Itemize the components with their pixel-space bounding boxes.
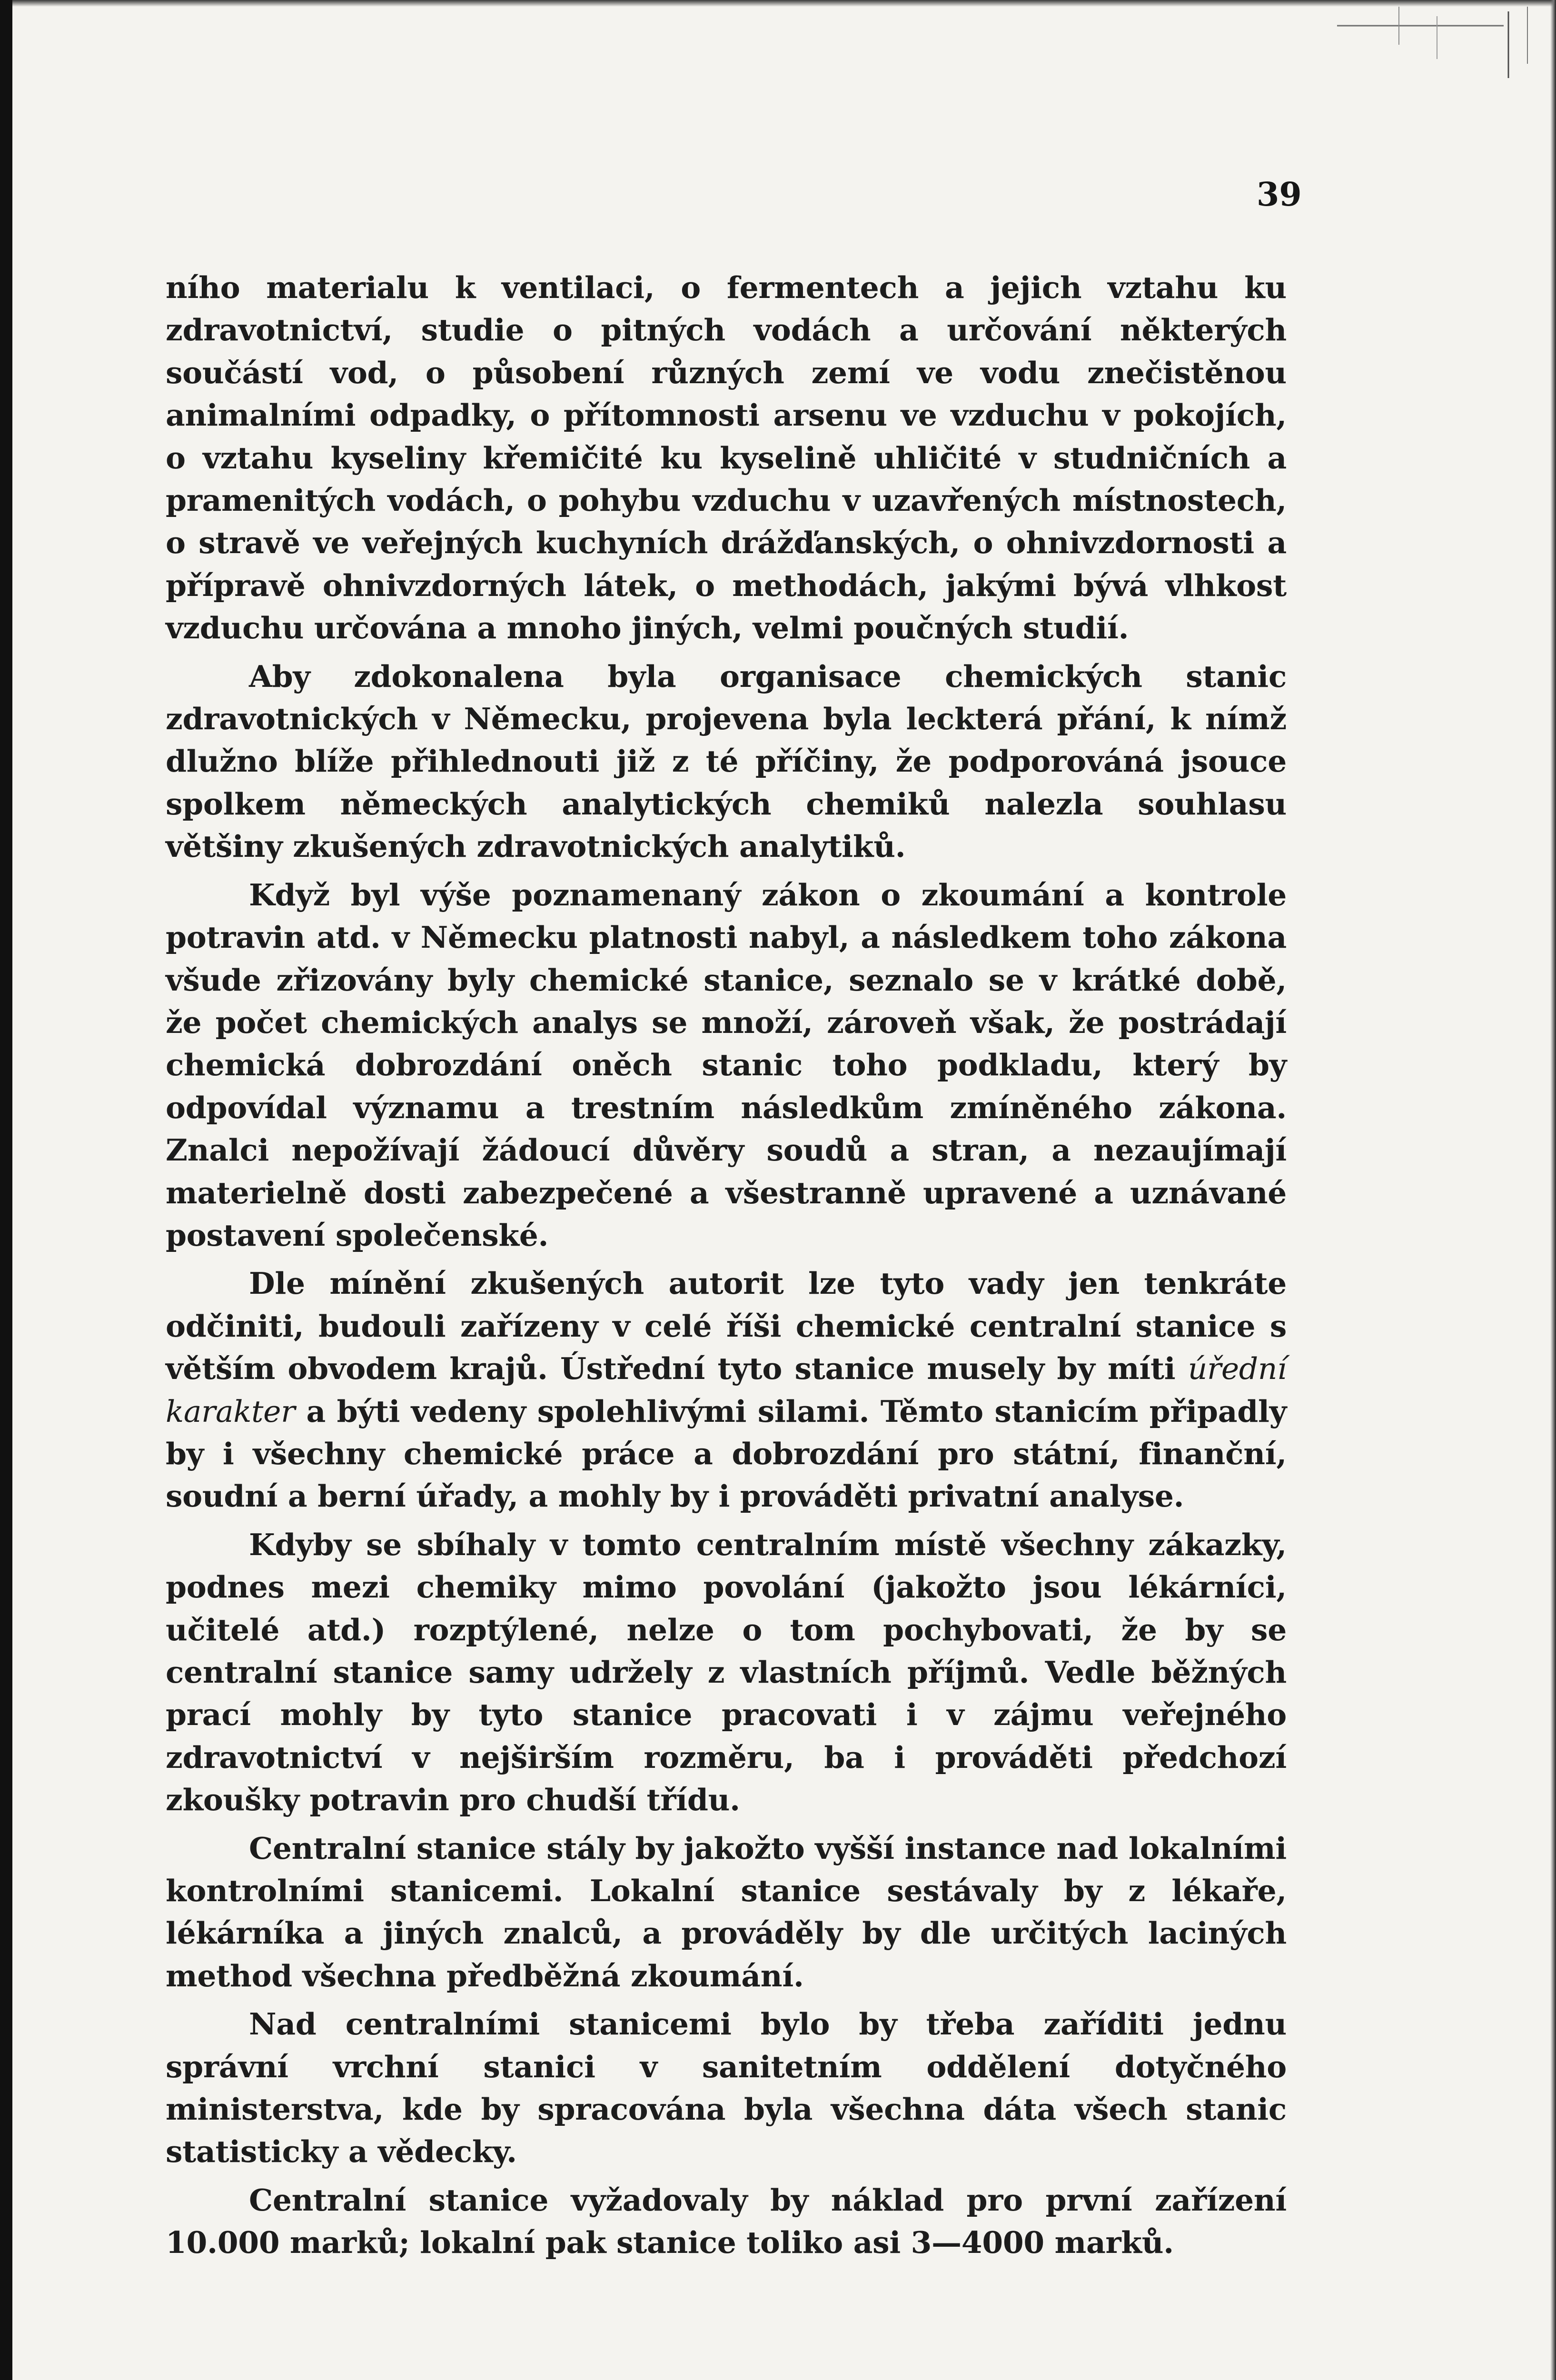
paragraph-organisation: Aby zdokonalena byla organisace chemických stanic zdravotnických v Německu, projevena byla leckterá přání, k nímž dlužno blíže přihlednouti již z té příčiny, že podporováná jsouce spolkem německých analytických chemiků nalezla souhlasu většiny zkušených zdravotnických analytiků. — [166, 658, 1287, 864]
page-number: 39 — [1257, 176, 1302, 214]
paragraph-central-stations — [166, 1262, 1287, 1517]
corner-registration-marks — [1280, 7, 1546, 78]
page-body — [166, 267, 1287, 2270]
paragraph-orders: Kdyby se sbíhaly v tomto centralním místě všechny zákazky, podnes mezi chemiky mimo povolání (jakožto jsou lékárníci, učitelé atd.) rozptýlené, nelze o tom pochybovati, že by se centralní stanice samy udržely z vlastních příjmů. Vedle běžných prací mohly by tyto stanice pracovati i v zájmu veřejného zdravotnictví v nejširším rozměru, ba i prováděti předchozí zkoušky potravin pro chudší třídu. — [166, 1527, 1287, 1818]
paragraph-central-stations-start: Dle mínění zkušených autorit lze tyto vady jen tenkráte odčiniti, budouli zařízeny v celé říši chemické centralní stanice s větším obvodem krajů. Ústřední tyto stanice musely by míti — [166, 1266, 1287, 1387]
paragraph-central-stations-end: a býti vedeny spolehlivými silami. Těmto stanicím připadly by i všechny chemické práce a dobrozdání pro státní, finanční, soudní a berní úřady, a mohly by i prováděti privatní analyse. — [166, 1393, 1287, 1514]
scan-left-edge — [0, 0, 12, 2380]
paragraph-costs: Centralní stanice vyžadovaly by náklad pro první zařízení 10.000 marků; lokalní pak stanice toliko asi 3—4000 marků. — [166, 2182, 1287, 2261]
emphasis-official-character: úřední karakter — [166, 1351, 1287, 1429]
paragraph-food-law: Když byl výše poznamenaný zákon o zkoumání a kontrole potravin atd. v Německu platnosti nabyl, a následkem toho zákona všude zřizovány byly chemické stanice, seznalo se v krátké době, že počet chemických analys se množí, zároveň však, že postrádají chemická dobrozdání oněch stanic toho podkladu, který by odpovídal významu a trestním následkům zmíněného zákona. Znalci nepožívají žádoucí důvěry soudů a stran, a nezaujímají materielně dosti zabezpečené a všestranně upravené a uznávané postavení společenské. — [166, 877, 1287, 1253]
scan-right-edge — [1550, 0, 1556, 2380]
paragraph-local-stations: Centralní stanice stály by jakožto vyšší instance nad lokalními kontrolními stanicemi. Lokalní stanice sestávaly by z lékaře, lékárníka a jiných znalců, a prováděly by dle určitých laciných method všechna předběžná zkoumání. — [166, 1830, 1287, 1993]
paragraph-continued: ního materialu k ventilaci, o fermentech a jejich vztahu ku zdravotnictví, studie o pitných vodách a určování některých součástí vod, o působení různých zemí ve vodu znečistěnou animalními odpadky, o přítomnosti arsenu ve vzduchu v pokojích, o vztahu kyseliny křemičité ku kyselině uhličité v studničních a pramenitých vodách, o pohybu vzduchu v uzavřených místnostech, o stravě ve veřejných kuchyních drážďanských, o ohnivzdornosti a přípravě ohnivzdorných látek, o methodách, jakými bývá vlhkost vzduchu určována a mnoho jiných, velmi poučných studií. — [166, 270, 1287, 646]
scan-top-edge — [0, 0, 1556, 7]
paragraph-ministry: Nad centralními stanicemi bylo by třeba zaříditi jednu správní vrchní stanici v sanitetním oddělení dotyčného ministerstva, kde by spracována byla všechna dáta všech stanic statisticky a vědecky. — [166, 2006, 1287, 2170]
